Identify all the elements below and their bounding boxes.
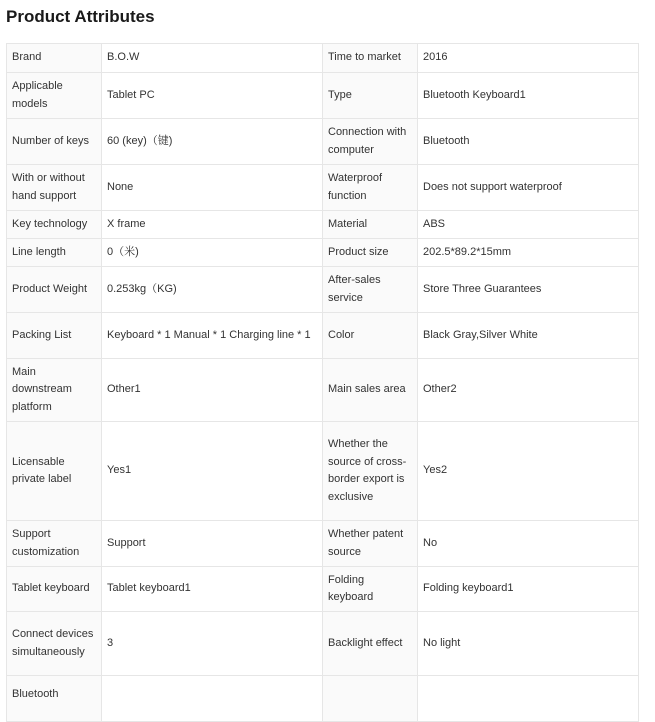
attribute-key: Material bbox=[323, 211, 418, 239]
table-row bbox=[7, 239, 639, 267]
table-row bbox=[7, 676, 639, 722]
attribute-key bbox=[323, 676, 418, 722]
attribute-key: Key technology bbox=[7, 211, 102, 239]
table-row bbox=[7, 119, 639, 165]
attribute-value: 0（米) bbox=[102, 239, 323, 267]
attribute-value bbox=[102, 676, 323, 722]
attribute-value: 202.5*89.2*15mm bbox=[418, 239, 639, 267]
attribute-key: Connect devices simultaneously bbox=[7, 612, 102, 676]
attribute-value: Support bbox=[102, 521, 323, 567]
attribute-value: B.O.W bbox=[102, 44, 323, 73]
table-row bbox=[7, 267, 639, 313]
attribute-value: Other1 bbox=[102, 359, 323, 422]
attribute-key: Color bbox=[323, 313, 418, 359]
table-row bbox=[7, 422, 639, 521]
attribute-key: Waterproof function bbox=[323, 165, 418, 211]
attribute-value: 2016 bbox=[418, 44, 639, 73]
table-row bbox=[7, 612, 639, 676]
attribute-value: X frame bbox=[102, 211, 323, 239]
attribute-key: With or without hand support bbox=[7, 165, 102, 211]
table-row bbox=[7, 521, 639, 567]
attribute-value: Store Three Guarantees bbox=[418, 267, 639, 313]
attribute-value: Tablet keyboard1 bbox=[102, 567, 323, 612]
attribute-value: 3 bbox=[102, 612, 323, 676]
attribute-key: Whether patent source bbox=[323, 521, 418, 567]
attribute-key: Folding keyboard bbox=[323, 567, 418, 612]
attribute-key: After-sales service bbox=[323, 267, 418, 313]
attribute-key: Main downstream platform bbox=[7, 359, 102, 422]
table-row bbox=[7, 44, 639, 73]
attribute-key: Main sales area bbox=[323, 359, 418, 422]
attribute-value: Does not support waterproof bbox=[418, 165, 639, 211]
attribute-value: Bluetooth bbox=[418, 119, 639, 165]
attribute-value: Yes2 bbox=[418, 422, 639, 521]
attribute-key: Applicable models bbox=[7, 73, 102, 119]
attribute-value: ABS bbox=[418, 211, 639, 239]
attribute-key: Whether the source of cross-border export is exclusive bbox=[323, 422, 418, 521]
page-title: Product Attributes bbox=[6, 7, 155, 26]
attribute-value: Yes1 bbox=[102, 422, 323, 521]
attribute-key: Brand bbox=[7, 44, 102, 73]
attribute-value: 60 (key)（键) bbox=[102, 119, 323, 165]
attribute-key: Support customization bbox=[7, 521, 102, 567]
attribute-key: Line length bbox=[7, 239, 102, 267]
attribute-value: Black Gray,Silver White bbox=[418, 313, 639, 359]
attribute-value: Keyboard * 1 Manual * 1 Charging line * 1 bbox=[102, 313, 323, 359]
table-row bbox=[7, 73, 639, 119]
attribute-value: Folding keyboard1 bbox=[418, 567, 639, 612]
attribute-value: Bluetooth Keyboard1 bbox=[418, 73, 639, 119]
attribute-value: 0.253kg（KG) bbox=[102, 267, 323, 313]
attribute-value bbox=[418, 676, 639, 722]
table-row bbox=[7, 567, 639, 612]
attribute-key: Bluetooth bbox=[7, 676, 102, 722]
attribute-value: No bbox=[418, 521, 639, 567]
table-row bbox=[7, 313, 639, 359]
attribute-key: Tablet keyboard bbox=[7, 567, 102, 612]
attribute-value: None bbox=[102, 165, 323, 211]
attribute-value: Other2 bbox=[418, 359, 639, 422]
attribute-key: Connection with computer bbox=[323, 119, 418, 165]
table-row bbox=[7, 359, 639, 422]
attribute-key: Packing List bbox=[7, 313, 102, 359]
attribute-key: Product size bbox=[323, 239, 418, 267]
table-row bbox=[7, 165, 639, 211]
attribute-key: Time to market bbox=[323, 44, 418, 73]
attribute-key: Product Weight bbox=[7, 267, 102, 313]
attribute-key: Type bbox=[323, 73, 418, 119]
product-attributes-table bbox=[6, 43, 639, 722]
attribute-key: Number of keys bbox=[7, 119, 102, 165]
attribute-key: Backlight effect bbox=[323, 612, 418, 676]
attribute-key: Licensable private label bbox=[7, 422, 102, 521]
attribute-value: No light bbox=[418, 612, 639, 676]
attribute-value: Tablet PC bbox=[102, 73, 323, 119]
table-row bbox=[7, 211, 639, 239]
